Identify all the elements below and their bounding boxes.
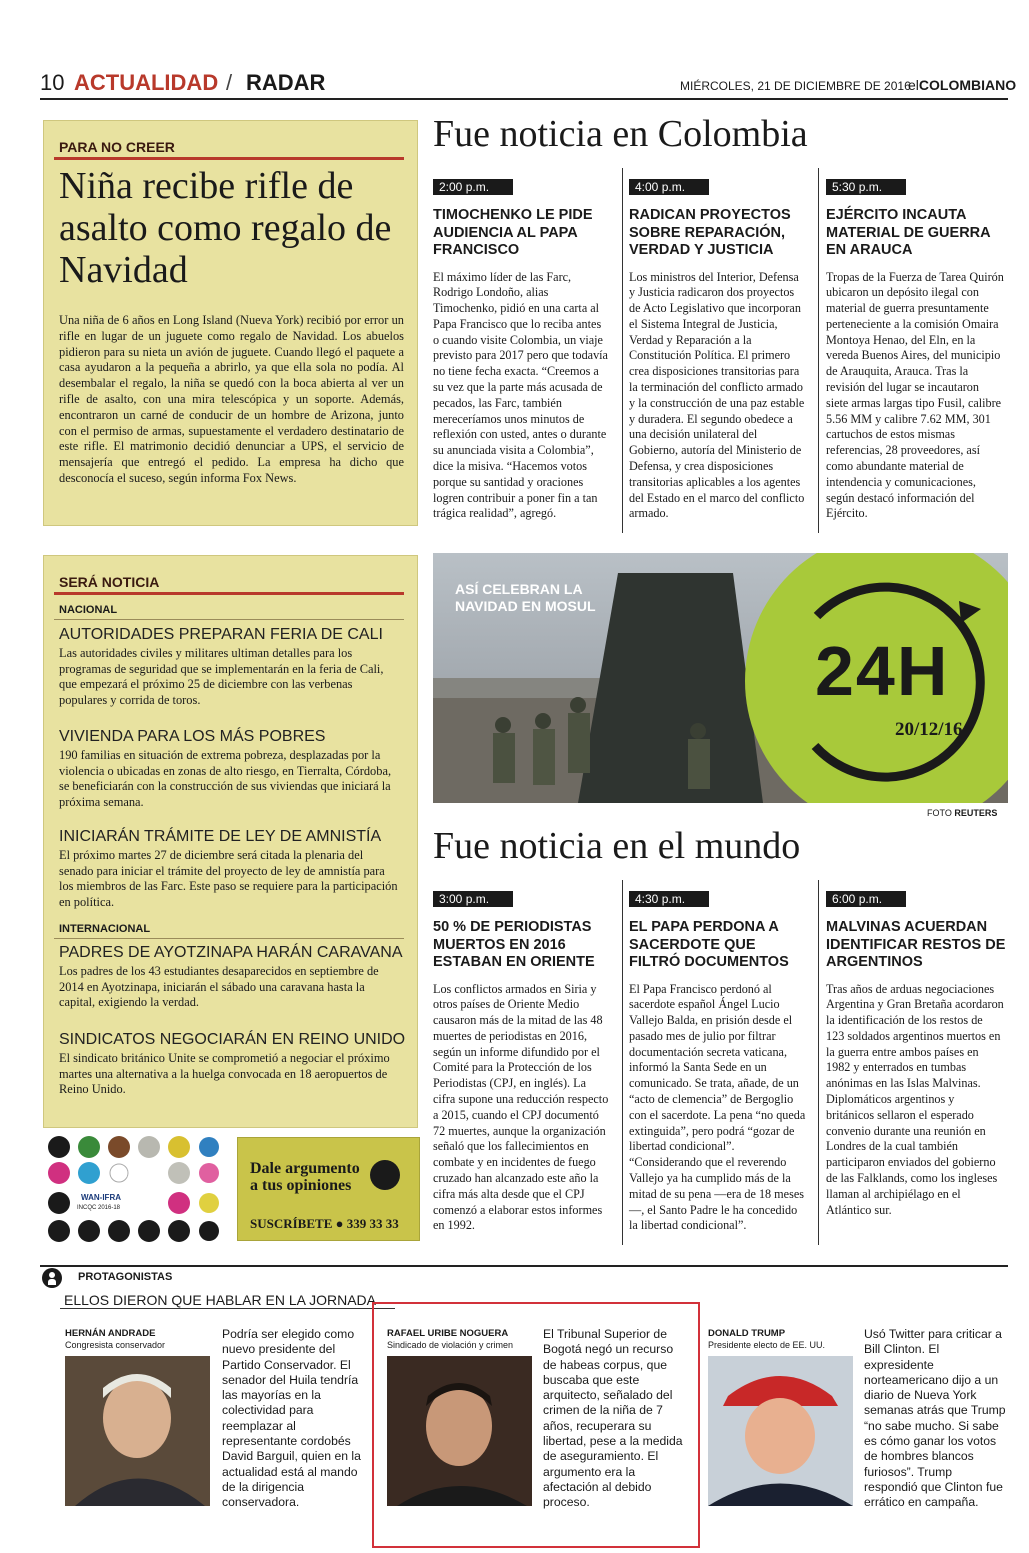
section-name: ACTUALIDAD	[74, 70, 219, 95]
section-rule	[54, 938, 404, 939]
news-item-title: AUTORIDADES PREPARAN FERIA DE CALI	[59, 626, 383, 643]
kicker-rule	[54, 592, 404, 595]
mundo-column	[433, 890, 613, 1234]
kicker-rule	[54, 157, 404, 160]
section-separator: /	[226, 70, 233, 95]
para-no-creer-box	[43, 120, 418, 526]
person-role: Presidente electo de EE. UU.	[708, 1340, 826, 1350]
credit-prefix: FOTO	[927, 808, 952, 818]
column-text: Tropas de la Fuerza de Tarea Quirón ubicaron un depósito ilegal con material de guerra presuntamente perteneciente a la comisión Omaira Montoya Henao, del Eln, en la vereda Buenos Aires, del municipio de Arauquita, Arauca. Tras la revisión del lugar se incautaron siete armas largas tipo Fusil, calibre 5.56 MM y calibre 7.62 MM, 301 cartuchos de estos mismas referencias, 28 proveedores, así como abundante material de intendencia y comunicaciones, según destacó información del Ejército.	[826, 269, 1004, 521]
news-item-title: SINDICATOS NEGOCIARÁN EN REINO UNIDO	[59, 1031, 406, 1048]
photo-credit	[927, 808, 997, 818]
person-photo	[387, 1356, 532, 1506]
column-headline: EJÉRCITO INCAUTA MATERIAL DE GUERRA EN ARAUCA	[826, 207, 991, 258]
internacional-label: INTERNACIONAL	[59, 923, 151, 935]
wan-ifra-logo: WAN-IFRA	[81, 1193, 121, 1202]
promo-line: Dale argumento	[250, 1160, 360, 1177]
promo-cta	[250, 1216, 399, 1232]
person-photo	[708, 1356, 853, 1506]
promo-text	[250, 1160, 360, 1194]
news-item-title: PADRES DE AYOTZINAPA HARÁN CARAVANA	[59, 944, 403, 961]
time-badge: 3:00 p.m.	[433, 891, 513, 907]
person-role: Congresista conservador	[65, 1340, 166, 1350]
photo-caption-line: ASÍ CELEBRAN LA	[455, 581, 583, 597]
subscription-promo[interactable]	[237, 1137, 420, 1241]
promo-line: a tus opiniones	[250, 1177, 352, 1194]
time-badge: 4:30 p.m.	[629, 891, 709, 907]
mundo-column	[826, 890, 1006, 1218]
para-no-creer-headline: Niña recibe rifle de asalto como regalo de Navidad	[59, 165, 392, 291]
mosul-photo	[433, 553, 1008, 803]
page-number: 10	[40, 70, 65, 95]
column-divider	[818, 168, 819, 533]
column-text: Los ministros del Interior, Defensa y Justicia radicaron dos proyectos de Acto Legislativo que incorporan el Sistema Integral de Justicia, Verdad y Reparación a la Constitución Política. El primero crea disposiciones transitorias para la terminación del conflicto armado y la construcción de una paz estable y duradera. El segundo obedece a una decisión unilateral del Gobierno, autoría del Ministerio de Defensa, y crea disposiciones transitorias aplicables a los agentes del Estado en el marco del conflicto armado.	[629, 269, 805, 521]
badge-date: 20/12/16	[895, 719, 963, 740]
column-divider	[622, 168, 623, 533]
subtitle-rule	[60, 1308, 395, 1309]
para-no-creer-body: Una niña de 6 años en Long Island (Nueva York) recibió por error un rifle en lugar de un juguete como regalo de Navidad. Los abuelos pidieron para su nieta un avión de juguete. Cuando llegó el paquete a casa ayudaron a la pequeña a abrirlo, ya que ella sola no podía. Al desembalar el regalo, la niña se quedó con la boca abierta al ver un rifle de asalto, con una mira telescópica y un soporte. Además, encontraron un carné de conducir de un hombre de Arizona, junto con el permiso de armas, supuestamente el verdadero destinatario de este rifle. El matrimonio decidió denunciar a UPS, el servicio de mensajería que entregó el pedido. La empresa ha dicho que desconocía el suceso, según informa Fox News.	[59, 313, 404, 485]
person-role: Sindicado de violación y crimen	[387, 1340, 514, 1350]
column-text: El máximo líder de las Farc, Rodrigo Londoño, alias Timochenko, pidió en una carta al Papa Francisco que lo reciba antes o cuando visite Colombia, un viaje previsto para 2017 pero que todavía no tiene fecha exacta. “Creemos a su vez que la parte más acusada de pecados, las Farc, también mereceríamos unos minutos de reflexión con usted, antes o durante su anunciada visita a Colombia”, dice la misiva. “Hacemos votos porque su santidad y oraciones logren contribuir a poner fin a tan trágica realidad”, agregó.	[433, 269, 608, 521]
column-headline: RADICAN PROYECTOS SOBRE REPARACIÓN, VERDAD Y JUSTICIA	[629, 207, 791, 258]
nacional-label: NACIONAL	[59, 604, 118, 616]
time-badge: 2:00 p.m.	[433, 179, 513, 195]
page-header	[40, 70, 1017, 100]
promo-phone: 339 33 33	[346, 1216, 399, 1231]
protagonistas-rule	[40, 1265, 1008, 1267]
wan-ifra-sub: INCQC 2016-18	[77, 1205, 121, 1211]
colombia-column	[629, 178, 809, 522]
credit-agency: REUTERS	[954, 808, 998, 818]
column-headline: MALVINAS ACUERDAN IDENTIFICAR RESTOS DE ARGENTINOS	[826, 919, 1006, 970]
colombia-section-title: Fue noticia en Colombia	[433, 113, 808, 155]
person-name: DONALD TRUMP	[708, 1328, 786, 1339]
news-item-title: VIVIENDA PARA LOS MÁS POBRES	[59, 728, 326, 745]
news-item-text: Los padres de los 43 estudiantes desaparecidos en septiembre de 2014 en Ayotzinapa, iniciarán el sábado una caravana hasta la capital, exigiendo la verdad.	[59, 964, 379, 1010]
subscribe-label: SUSCRÍBETE	[250, 1216, 333, 1231]
person-text: Usó Twitter para criticar a Bill Clinton. El expresidente norteamericano dijo a un diario de Nueva York semanas atrás que Trump “no sabe mucho. Si sabe es cómo ganar los votos de hombres blancos furiosos”. Trump respondió que Clinton fue errático en campaña.	[864, 1327, 1006, 1510]
photo-caption-line: NAVIDAD EN MOSUL	[455, 598, 596, 614]
column-headline: TIMOCHENKO LE PIDE AUDIENCIA AL PAPA FRANCISCO	[433, 207, 593, 258]
print-control-swatches	[45, 1133, 220, 1253]
newspaper-brand	[908, 77, 1016, 93]
column-text: Tras años de arduas negociaciones Argentina y Gran Bretaña acordaron la identificación de los restos de 123 soldados argentinos muertos en la guerra entre ambos países en 1982 y enterrados en tumbas anónimas en las Islas Malvinas. Diplomáticos argentinos y británicos sellaron el esperado convenio durante una reunión en Londres de la cual también participaron enviados del gobierno de las Falklands, como los ingleses llaman al archipiélago en el Atlántico sur.	[826, 981, 1004, 1217]
time-badge: 6:00 p.m.	[826, 891, 906, 907]
person-text: Podría ser elegido como nuevo presidente del Partido Conservador. El senador del Huila tendría las mayorías en la colectividad para reemplazar al representante cordobés David Barguil, quien en la actualidad está al mando de la dirigencia conservadora.	[222, 1327, 361, 1510]
para-no-creer-kicker: PARA NO CREER	[59, 139, 175, 155]
column-text: Los conflictos armados en Siria y otros países de Oriente Medio causaron más de la mitad de las 48 muertes de periodistas en 2016, según un informe difundido por el Comité para la Protección de los Periodistas (CPJ, en inglés). La cifra supone una reducción respecto a 2015, cuando el CPJ documentó 72 muertes, aunque la organización señaló que los fallecimientos en combate y en incidentes de fuego cruzado han alcanzado este año la cifra más alta desde que el CPJ comenzó a elaborar estos informes en 1992.	[433, 981, 609, 1233]
brand-prefix: el	[908, 77, 919, 93]
person-text: El Tribunal Superior de Bogotá negó un recurso de habeas corpus, que buscaba que este arquitecto, señalado del crimen de la niña de 7 años, recuperara su libertad, pese a la medida de aseguramiento. El argumento era la afectación al debido proceso.	[543, 1327, 683, 1510]
24h-label: 24H	[815, 632, 950, 710]
column-divider	[818, 880, 819, 1245]
person-name: HERNÁN ANDRADE	[65, 1328, 156, 1339]
el-colombiano-logo-icon	[370, 1160, 400, 1190]
photo-caption	[455, 581, 596, 615]
news-item-text: El próximo martes 27 de diciembre será citada la plenaria del senado para iniciar el trámite del proyecto de ley de amnistía para los miembros de las Farc. Este paso se requiere para la participación en política.	[59, 848, 398, 909]
news-item-text: El sindicato británico Unite se comprometió a negociar el próximo martes una alternativa a la huelga convocada en 18 aeropuertos de Reino Unido.	[59, 1051, 390, 1097]
column-headline: 50 % DE PERIODISTAS MUERTOS EN 2016 ESTABAN EN ORIENTE	[433, 919, 595, 970]
news-item-title: INICIARÁN TRÁMITE DE LEY DE AMNISTÍA	[59, 828, 382, 845]
column-text: El Papa Francisco perdonó al sacerdote español Ángel Lucio Vallejo Balda, en prisión desde el pasado mes de julio por filtrar documentación secreta vaticana, informó la Santa Sede en un comunicado. Se trata, añade, de un “acto de clemencia” de Bergoglio con el sacerdote. La pena “no queda extinguida”, pero podrá “gozar de libertad condicional”. “Considerando que el reverendo Vallejo ya ha cumplido más de la mitad de su pena —era de 18 meses—, el Santo Padre le ha concedido la libertad condicional”.	[629, 981, 806, 1233]
phone-icon: ●	[335, 1216, 344, 1231]
section-rule	[54, 619, 404, 620]
colombia-column	[433, 178, 613, 522]
person-icon	[42, 1268, 62, 1288]
24h-badge	[745, 553, 1008, 803]
sera-noticia-kicker: SERÁ NOTICIA	[59, 574, 160, 590]
protagonistas-label: PROTAGONISTAS	[78, 1271, 173, 1283]
color-dots-icon	[45, 1133, 220, 1253]
brand-name: COLOMBIANO	[918, 77, 1017, 93]
column-headline: EL PAPA PERDONA A SACERDOTE QUE FILTRÓ DOCUMENTOS	[629, 919, 789, 970]
time-badge: 5:30 p.m.	[826, 179, 906, 195]
colombia-column	[826, 178, 1006, 522]
issue-date: MIÉRCOLES, 21 DE DICIEMBRE DE 2016	[680, 79, 911, 93]
subsection-name: RADAR	[246, 70, 326, 95]
news-item-text: 190 familias en situación de extrema pobreza, desplazadas por la violencia o ubicadas en zonas de alto riesgo, en Tierralta, Córdoba, se beneficiarán con la construcción de sus viviendas que iniciará la próxima semana.	[59, 748, 392, 809]
person-name: RAFAEL URIBE NOGUERA	[387, 1328, 509, 1339]
mundo-column	[629, 890, 809, 1234]
time-badge: 4:00 p.m.	[629, 179, 709, 195]
column-divider	[622, 880, 623, 1245]
news-item-text: Las autoridades civiles y militares ultiman detalles para los programas de seguridad que se implementarán en la feria de Cali, que empezará el próximo 25 de diciembre con las verbenas populares y corrida de toros.	[59, 646, 384, 707]
mundo-section-title: Fue noticia en el mundo	[433, 825, 801, 867]
protagonistas-subtitle: ELLOS DIERON QUE HABLAR EN LA JORNADA	[64, 1292, 376, 1308]
person-photo	[65, 1356, 210, 1506]
sera-noticia-box	[43, 555, 418, 1128]
